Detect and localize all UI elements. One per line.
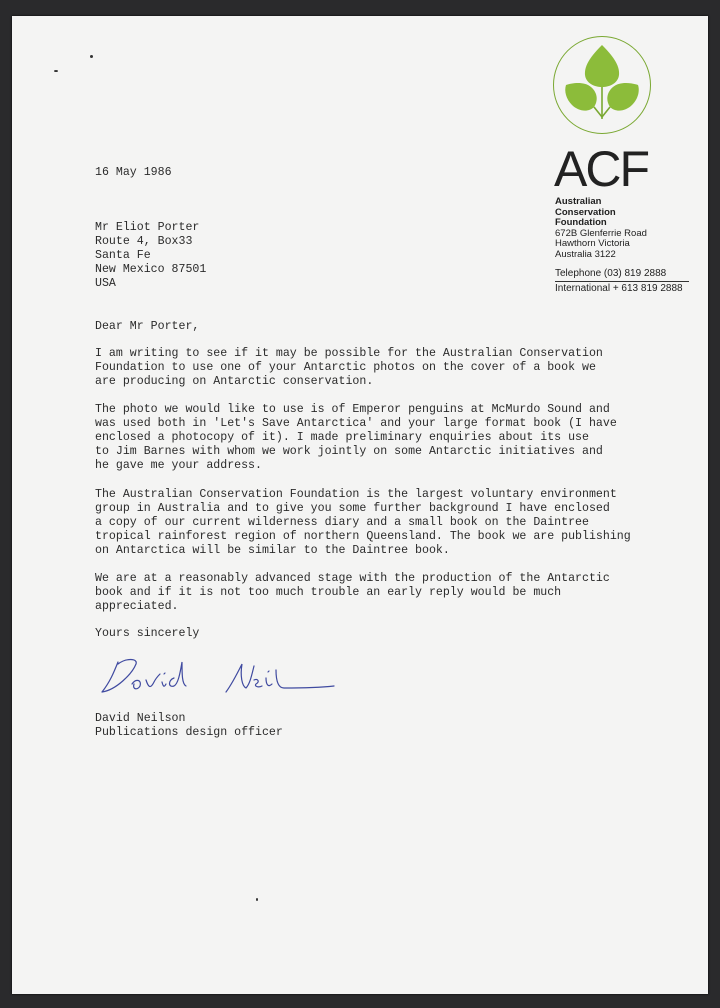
paragraph-line: tropical rainforest region of northern Queensland. The book we are publishing — [95, 530, 631, 543]
paragraph-line: The Australian Conservation Foundation is the largest voluntary environment — [95, 488, 617, 501]
paragraph-line: to Jim Barnes with whom we work jointly on some Antarctic initiatives and — [95, 445, 603, 458]
signer-title: Publications design officer — [95, 726, 283, 739]
paragraph — [95, 572, 610, 614]
address-line: 672B Glenferrie Road — [555, 227, 647, 239]
paragraph-line: book and if it is not too much trouble an early reply would be much — [95, 586, 562, 599]
paragraph-line: on Antarctica will be similar to the Daintree book. — [95, 544, 450, 557]
org-name-line: Australian — [555, 196, 602, 207]
contact-numbers — [555, 267, 689, 295]
international-phone: International + 613 819 2888 — [555, 283, 683, 294]
acf-logo-text: ACF — [554, 141, 648, 197]
paragraph-line: Foundation to use one of your Antarctic photos on the cover of a book we — [95, 361, 596, 374]
recipient-address — [95, 221, 206, 291]
acf-logo-circle — [553, 36, 651, 134]
handwritten-signature — [96, 654, 356, 704]
recipient-line: New Mexico 87501 — [95, 263, 207, 276]
recipient-line: USA — [95, 277, 116, 290]
paragraph-line: enclosed a photocopy of it). I made preliminary enquiries about its use — [95, 431, 589, 444]
closing: Yours sincerely — [95, 627, 200, 640]
address-line: Hawthorn Victoria — [555, 238, 630, 249]
recipient-line: Mr Eliot Porter — [95, 221, 200, 234]
ink-mark — [256, 898, 258, 901]
paragraph — [95, 488, 631, 558]
salutation: Dear Mr Porter, — [95, 320, 200, 333]
paragraph-line: are producing on Antarctic conservation. — [95, 375, 374, 388]
leaf-logo-icon — [554, 37, 650, 133]
paragraph-line: The photo we would like to use is of Emperor penguins at McMurdo Sound and — [95, 403, 610, 416]
ink-mark — [90, 55, 93, 58]
paragraph-line: appreciated. — [95, 600, 179, 613]
signer-name: David Neilson — [95, 712, 186, 725]
org-name-line: Conservation — [555, 206, 616, 218]
recipient-line: Route 4, Box33 — [95, 235, 193, 248]
telephone: Telephone (03) 819 2888 — [555, 268, 667, 279]
paragraph — [95, 347, 603, 389]
letter-page — [12, 16, 708, 994]
paragraph-line: group in Australia and to give you some further background I have enclosed — [95, 502, 610, 515]
paragraph — [95, 403, 617, 473]
recipient-line: Santa Fe — [95, 249, 151, 262]
org-address — [555, 197, 647, 260]
ink-mark — [54, 70, 58, 72]
org-name-line: Foundation — [555, 217, 607, 228]
paragraph-line: I am writing to see if it may be possible for the Australian Conservation — [95, 347, 603, 360]
paragraph-line: he gave me your address. — [95, 459, 262, 472]
paragraph-line: was used both in 'Let's Save Antarctica' and your large format book (I have — [95, 417, 617, 430]
paragraph-line: We are at a reasonably advanced stage with the production of the Antarctic — [95, 572, 610, 585]
address-line: Australia 3122 — [555, 248, 616, 260]
paragraph-line: a copy of our current wilderness diary and a small book on the Daintree — [95, 516, 589, 529]
signature-block — [95, 712, 283, 740]
letter-date: 16 May 1986 — [95, 166, 172, 179]
